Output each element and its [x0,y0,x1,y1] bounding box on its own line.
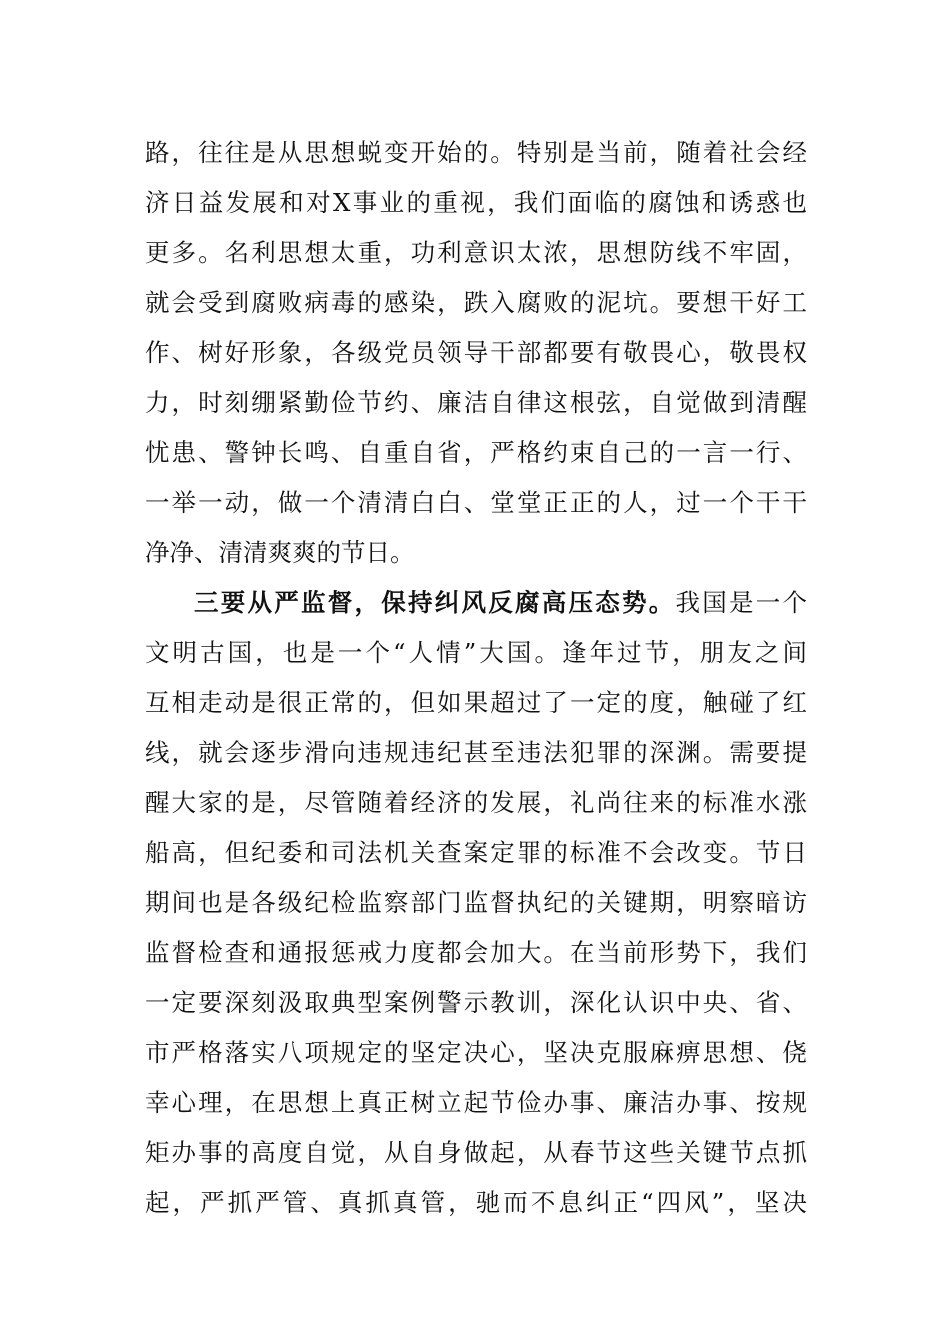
text-line: 文明古国，也是一个“人情”大国。逢年过节，朋友之间 [145,638,807,667]
text-line: 起，严抓严管、真抓真管，驰而不息纠正“四风”，坚决 [145,1188,807,1217]
text-segment: 我国是一个 [675,588,807,617]
text-line: 船高，但纪委和司法机关查案定罪的标准不会改变。节日 [145,838,807,867]
text-line: 忧患、警钟长鸣、自重自省，严格约束自己的一言一行、 [145,438,807,467]
text-line: 一定要深刻汲取典型案例警示教训，深化认识中央、省、 [145,988,807,1017]
text-line: 市严格落实八项规定的坚定决心，坚决克服麻痹思想、侥 [145,1038,807,1067]
text-line: 路，往往是从思想蜕变开始的。特别是当前，随着社会经 [145,138,807,167]
text-line: 力，时刻绷紧勤俭节约、廉洁自律这根弦，自觉做到清醒 [145,388,807,417]
paragraph-1 [145,128,807,578]
paragraph-first-line [145,578,807,628]
text-line: 期间也是各级纪检监察部门监督执纪的关键期，明察暗访 [145,888,807,917]
text-line: 净净、清清爽爽的节日。 [145,538,415,567]
text-line: 更多。名利思想太重，功利意识太浓，思想防线不牢固， [145,238,807,267]
text-line: 就会受到腐败病毒的感染，跌入腐败的泥坑。要想干好工 [145,288,807,317]
text-line: 一举一动，做一个清清白白、堂堂正正的人，过一个干干 [145,488,807,517]
text-line: 互相走动是很正常的，但如果超过了一定的度，触碰了红 [145,688,807,717]
text-line: 线，就会逐步滑向违规违纪甚至违法犯罪的深渊。需要提 [145,738,807,767]
section-heading: 三要从严监督，保持纠风反腐高压态势。 [194,588,676,617]
text-line: 济日益发展和对X事业的重视，我们面临的腐蚀和诱惑也 [145,188,807,217]
text-line: 醒大家的是，尽管随着经济的发展，礼尚往来的标准水涨 [145,788,807,817]
document-page [145,128,807,1228]
text-line: 作、树好形象，各级党员领导干部都要有敬畏心，敬畏权 [145,338,807,367]
paragraph-2 [145,578,807,1228]
text-line: 监督检查和通报惩戒力度都会加大。在当前形势下，我们 [145,938,807,967]
text-line: 幸心理，在思想上真正树立起节俭办事、廉洁办事、按规 [145,1088,807,1117]
text-line: 矩办事的高度自觉，从自身做起，从春节这些关键节点抓 [145,1138,807,1167]
